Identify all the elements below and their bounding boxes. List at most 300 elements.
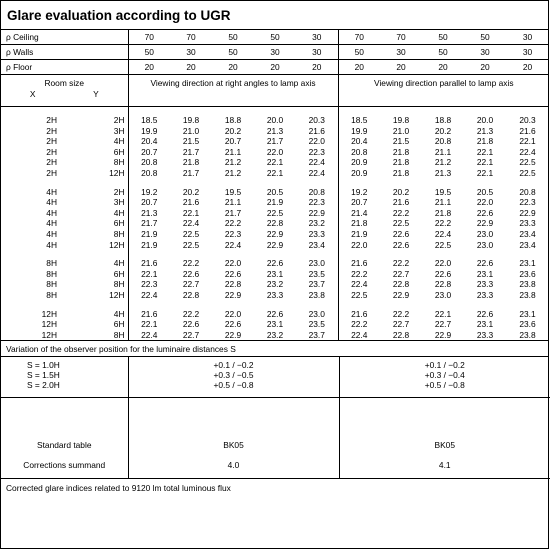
reflectance-value: 70 <box>128 30 170 45</box>
standard-table-row <box>1 398 550 453</box>
ugr-value-right: 21.3 <box>128 208 170 219</box>
corrections-right: 4.0 <box>128 452 339 479</box>
room-y: 8H <box>65 330 128 341</box>
ugr-value-parallel: 20.8 <box>338 147 380 158</box>
spacer-cell <box>128 179 338 187</box>
ugr-value-parallel: 23.1 <box>476 319 494 330</box>
table-row <box>1 240 549 251</box>
ugr-value-right: 22.9 <box>212 330 254 341</box>
ugr-value-parallel: 22.6 <box>392 228 410 239</box>
ugr-value-right: 21.7 <box>224 207 242 218</box>
spacer-cell <box>128 107 338 116</box>
reflectance-value: 20 <box>254 60 296 75</box>
ugr-value-parallel: 21.1 <box>434 146 452 157</box>
room-y: 6H <box>113 146 125 157</box>
ugr-value-parallel: 21.3 <box>476 125 494 136</box>
ugr-value-right: 22.8 <box>182 289 200 300</box>
ugr-value-parallel: 19.8 <box>392 115 410 125</box>
ugr-value-parallel: 23.3 <box>464 330 506 341</box>
ugr-value-right: 22.5 <box>182 239 200 250</box>
variation-line: +0.5 / −0.8 <box>424 380 465 391</box>
room-y: 6H <box>113 319 125 330</box>
ugr-value-parallel: 22.2 <box>338 319 380 330</box>
table-row <box>1 258 549 269</box>
reflectance-value: 70 <box>170 30 212 45</box>
ugr-value-parallel: 20.9 <box>338 157 380 168</box>
ugr-value-right: 22.7 <box>170 330 212 341</box>
ugr-value-right: 22.2 <box>224 218 242 229</box>
room-x: 2H <box>46 125 57 136</box>
corrections-parallel: 4.1 <box>339 452 550 479</box>
ugr-value-right: 23.1 <box>266 319 284 330</box>
reflectance-value: 50 <box>212 30 254 45</box>
reflectance-label: ρ Floor <box>1 60 128 75</box>
ugr-value-right: 23.1 <box>266 268 284 279</box>
reflectance-value: 30 <box>296 30 338 45</box>
table-row <box>1 290 549 301</box>
room-y: 2H <box>113 115 125 125</box>
ugr-value-right: 19.2 <box>128 187 170 198</box>
ugr-value-right: 21.1 <box>224 146 242 157</box>
room-y: 4H <box>113 207 125 218</box>
ugr-value-right: 19.9 <box>128 126 170 137</box>
ugr-value-right: 22.2 <box>182 308 200 319</box>
ugr-value-parallel: 20.2 <box>434 125 452 136</box>
ugr-value-right: 22.9 <box>308 207 325 218</box>
room-y: 8H <box>113 157 125 168</box>
ugr-value-right: 22.2 <box>182 258 200 269</box>
ugr-value-right: 23.2 <box>254 330 296 341</box>
reflectance-value: 20 <box>128 60 170 75</box>
ugr-value-right: 22.0 <box>308 136 325 147</box>
variation-heading: Variation of the observer position for the luminaire distances S <box>1 341 548 357</box>
room-y: 6H <box>113 218 125 229</box>
variation-table <box>1 357 550 397</box>
table-row <box>1 187 549 198</box>
ugr-value-right: 22.3 <box>224 228 242 239</box>
standard-table-right: BK05 <box>128 398 339 453</box>
ugr-value-right: 21.9 <box>266 197 284 208</box>
ugr-value-right: 20.5 <box>266 186 284 197</box>
variation-line: +0.1 / −0.2 <box>424 360 465 371</box>
room-y: 2H <box>113 186 125 197</box>
ugr-value-parallel: 21.6 <box>392 197 410 208</box>
ugr-value-parallel: 22.1 <box>476 157 494 168</box>
ugr-value-parallel: 22.6 <box>476 207 494 218</box>
ugr-value-parallel: 22.1 <box>476 167 494 178</box>
page-title: Glare evaluation according to UGR <box>1 1 548 30</box>
ugr-value-right: 22.1 <box>266 167 284 178</box>
ugr-value-parallel: 22.6 <box>476 258 494 269</box>
spacer-cell <box>128 250 338 258</box>
ugr-value-parallel: 21.8 <box>392 167 410 178</box>
ugr-value-parallel: 21.9 <box>338 229 380 240</box>
ugr-value-right: 20.4 <box>128 136 170 147</box>
footer-note: Corrected glare indices related to 9120 lm total luminous flux <box>6 483 231 494</box>
reflectance-table <box>1 30 549 75</box>
ugr-value-right: 23.2 <box>266 279 284 290</box>
ugr-value-parallel: 20.2 <box>392 186 410 197</box>
ugr-value-parallel: 20.0 <box>476 115 494 125</box>
ugr-value-right: 21.6 <box>182 197 200 208</box>
ugr-value-parallel: 22.2 <box>392 258 410 269</box>
ugr-value-parallel: 21.6 <box>338 258 380 269</box>
ugr-value-right: 21.2 <box>224 157 242 168</box>
ugr-value-parallel: 21.8 <box>434 207 452 218</box>
ugr-value-right: 22.9 <box>266 239 284 250</box>
reflectance-value: 30 <box>254 45 296 60</box>
table-row <box>1 208 549 219</box>
reflectance-value: 30 <box>464 45 506 60</box>
variation-line: +0.3 / −0.4 <box>424 370 465 381</box>
reflectance-row <box>1 30 549 45</box>
ugr-value-right: 22.3 <box>128 279 170 290</box>
room-x: 8H <box>46 268 57 279</box>
table-header <box>1 75 549 107</box>
spacer-cell <box>338 179 549 187</box>
ugr-value-right: 21.6 <box>128 258 170 269</box>
room-x: 8H <box>46 279 57 290</box>
ugr-value-parallel: 21.6 <box>519 125 536 136</box>
table-row <box>1 168 549 179</box>
ugr-value-parallel: 23.4 <box>519 239 536 250</box>
ugr-value-parallel: 20.8 <box>434 136 452 147</box>
ugr-value-parallel: 22.7 <box>392 268 410 279</box>
ugr-value-parallel: 23.0 <box>434 289 452 300</box>
reflectance-value: 30 <box>296 45 338 60</box>
ugr-value-parallel: 22.8 <box>434 279 452 290</box>
reflectance-row <box>1 45 549 60</box>
reflectance-value: 70 <box>380 30 422 45</box>
summary-table <box>1 397 550 479</box>
room-x: 2H <box>46 146 57 157</box>
ugr-value-right: 22.5 <box>266 207 284 218</box>
ugr-value-parallel: 21.0 <box>392 125 410 136</box>
reflectance-value: 50 <box>212 45 254 60</box>
reflectance-value: 50 <box>254 30 296 45</box>
room-x: 12H <box>41 319 57 330</box>
ugr-value-right: 21.8 <box>182 157 200 168</box>
variation-line: +0.1 / −0.2 <box>213 360 254 371</box>
ugr-value-parallel: 20.3 <box>519 115 536 125</box>
ugr-value-parallel: 22.6 <box>392 239 410 250</box>
ugr-value-parallel: 23.1 <box>476 268 494 279</box>
ugr-value-right: 20.0 <box>266 115 284 125</box>
ugr-value-right: 22.1 <box>128 319 170 330</box>
ugr-value-parallel: 22.5 <box>519 167 536 178</box>
reflectance-value: 30 <box>506 45 549 60</box>
room-y: 3H <box>113 197 125 208</box>
ugr-value-right: 21.1 <box>224 197 242 208</box>
ugr-value-right: 22.1 <box>128 269 170 280</box>
ugr-value-right: 22.8 <box>224 279 242 290</box>
room-y: 12H <box>109 239 125 250</box>
ugr-value-parallel: 23.6 <box>519 319 536 330</box>
ugr-value-parallel: 22.4 <box>338 279 380 290</box>
table-row <box>1 330 549 341</box>
ugr-value-right: 21.7 <box>128 218 170 229</box>
ugr-value-right: 21.2 <box>224 167 242 178</box>
room-x: 4H <box>46 239 57 250</box>
ugr-value-right: 20.7 <box>224 136 242 147</box>
y-label: Y <box>93 89 99 99</box>
corrections-row <box>1 452 550 479</box>
ugr-value-parallel: 23.0 <box>476 228 494 239</box>
ugr-value-parallel: 21.3 <box>434 167 452 178</box>
ugr-value-right: 18.5 <box>128 115 170 126</box>
ugr-value-parallel: 22.0 <box>338 240 380 251</box>
ugr-value-right: 23.0 <box>308 308 325 319</box>
ugr-value-right: 23.8 <box>308 289 325 300</box>
ugr-value-parallel: 23.8 <box>519 279 536 290</box>
room-y: 8H <box>113 228 125 239</box>
ugr-value-parallel: 23.1 <box>519 258 536 269</box>
ugr-value-right: 22.1 <box>266 157 284 168</box>
spacer-cell <box>338 301 549 309</box>
reflectance-value: 50 <box>128 45 170 60</box>
variation-line: S = 1.0H <box>27 360 60 371</box>
reflectance-value: 30 <box>506 30 549 45</box>
variation-line: +0.5 / −0.8 <box>213 380 254 391</box>
ugr-value-parallel: 22.9 <box>422 330 464 341</box>
ugr-value-parallel: 23.3 <box>519 218 536 229</box>
ugr-value-parallel: 22.3 <box>519 197 536 208</box>
ugr-value-parallel: 22.0 <box>434 258 452 269</box>
ugr-value-right: 22.4 <box>308 167 325 178</box>
room-x: 4H <box>46 186 57 197</box>
ugr-value-right: 20.7 <box>128 147 170 158</box>
ugr-value-parallel: 21.8 <box>392 157 410 168</box>
variation-parallel <box>339 357 550 397</box>
ugr-value-right: 23.0 <box>308 258 325 269</box>
room-y: 12H <box>109 289 125 300</box>
room-x: 4H <box>46 228 57 239</box>
ugr-value-parallel: 22.1 <box>476 146 494 157</box>
ugr-value-right: 18.8 <box>224 115 242 125</box>
spacer-cell <box>1 250 128 258</box>
standard-table-parallel: BK05 <box>339 398 550 453</box>
ugr-value-parallel: 22.5 <box>519 157 536 168</box>
ugr-value-right: 20.8 <box>128 157 170 168</box>
ugr-value-right: 22.1 <box>182 207 200 218</box>
reflectance-value: 50 <box>422 45 464 60</box>
ugr-value-parallel: 22.9 <box>392 289 410 300</box>
ugr-value-parallel: 22.7 <box>434 319 452 330</box>
ugr-value-right: 22.4 <box>182 218 200 229</box>
ugr-value-parallel: 22.6 <box>476 308 494 319</box>
table-row <box>1 229 549 240</box>
reflectance-value: 20 <box>212 60 254 75</box>
ugr-value-right: 19.5 <box>224 186 242 197</box>
reflectance-row <box>1 60 549 75</box>
ugr-table <box>1 75 549 341</box>
spacer-cell <box>338 250 549 258</box>
ugr-value-parallel: 22.9 <box>519 207 536 218</box>
ugr-value-parallel: 22.2 <box>338 269 380 280</box>
room-size-header: Room size X Y <box>1 75 128 107</box>
spacer-cell <box>338 107 549 116</box>
ugr-value-right: 22.6 <box>182 268 200 279</box>
reflectance-value: 30 <box>170 45 212 60</box>
room-y: 4H <box>113 258 125 269</box>
ugr-value-right: 21.5 <box>182 136 200 147</box>
variation-line: +0.3 / −0.5 <box>213 370 254 381</box>
ugr-value-right: 22.6 <box>224 319 242 330</box>
ugr-value-right: 22.9 <box>224 289 242 300</box>
ugr-value-right: 21.6 <box>308 125 325 136</box>
table-row <box>1 136 549 147</box>
ugr-value-parallel: 22.5 <box>392 218 410 229</box>
table-row <box>1 157 549 168</box>
ugr-value-parallel: 22.5 <box>338 290 380 301</box>
ugr-value-right: 21.7 <box>182 167 200 178</box>
group-spacer <box>1 179 549 187</box>
ugr-value-right: 22.5 <box>182 228 200 239</box>
room-x: 4H <box>46 218 57 229</box>
ugr-value-parallel: 21.5 <box>392 136 410 147</box>
ugr-value-right: 23.2 <box>308 218 325 229</box>
room-x: 4H <box>46 197 57 208</box>
ugr-value-right: 21.9 <box>128 229 170 240</box>
ugr-value-parallel: 19.9 <box>338 126 380 137</box>
room-y: 6H <box>113 268 125 279</box>
ugr-value-right: 21.7 <box>266 136 284 147</box>
variation-right-angles <box>128 357 339 397</box>
ugr-value-parallel: 23.8 <box>519 289 536 300</box>
reflectance-value: 20 <box>422 60 464 75</box>
ugr-value-right: 22.8 <box>266 218 284 229</box>
ugr-value-right: 20.8 <box>128 168 170 179</box>
ugr-value-parallel: 23.6 <box>519 268 536 279</box>
reflectance-value: 50 <box>464 30 506 45</box>
variation-line: S = 2.0H <box>27 380 60 391</box>
ugr-value-parallel: 19.5 <box>434 186 452 197</box>
reflectance-value: 20 <box>296 60 338 75</box>
reflectance-label: ρ Ceiling <box>1 30 128 45</box>
ugr-value-parallel: 22.8 <box>392 279 410 290</box>
ugr-value-right: 20.2 <box>182 186 200 197</box>
table-row <box>1 126 549 137</box>
reflectance-value: 30 <box>380 45 422 60</box>
group-spacer <box>1 301 549 309</box>
ugr-value-parallel: 23.8 <box>506 330 549 341</box>
ugr-value-parallel: 23.0 <box>476 239 494 250</box>
ugr-value-parallel: 22.2 <box>392 308 410 319</box>
spacer-cell <box>1 107 128 116</box>
ugr-value-parallel: 20.9 <box>338 168 380 179</box>
ugr-value-right: 23.4 <box>308 239 325 250</box>
group-spacer <box>1 250 549 258</box>
ugr-value-parallel: 18.5 <box>338 115 380 126</box>
ugr-value-right: 20.7 <box>128 197 170 208</box>
ugr-value-right: 22.6 <box>266 308 284 319</box>
ugr-value-right: 21.6 <box>128 309 170 320</box>
ugr-value-parallel: 22.4 <box>338 330 380 341</box>
table-row <box>1 309 549 320</box>
room-x: 8H <box>46 289 57 300</box>
ugr-value-right: 22.4 <box>128 330 170 341</box>
ugr-value-right: 23.7 <box>296 330 338 341</box>
ugr-value-right: 22.4 <box>224 239 242 250</box>
viewing-direction-right-angles: Viewing direction at right angles to lamp axis <box>128 75 338 107</box>
room-x: 12H <box>41 308 57 319</box>
ugr-value-parallel: 21.4 <box>338 208 380 219</box>
room-x: 2H <box>46 136 57 147</box>
table-row <box>1 269 549 280</box>
ugr-value-parallel: 21.8 <box>338 218 380 229</box>
variation-distances <box>1 357 128 397</box>
ugr-value-parallel: 18.8 <box>434 115 452 125</box>
ugr-value-parallel: 23.3 <box>476 279 494 290</box>
ugr-value-parallel: 23.1 <box>519 308 536 319</box>
ugr-value-right: 20.3 <box>308 115 325 125</box>
ugr-value-parallel: 22.1 <box>519 136 536 147</box>
ugr-value-right: 23.5 <box>308 319 325 330</box>
ugr-value-right: 21.3 <box>266 125 284 136</box>
ugr-value-parallel: 19.2 <box>338 187 380 198</box>
standard-table-label: Standard table <box>37 440 92 451</box>
ugr-value-right: 20.8 <box>308 186 325 197</box>
room-y: 12H <box>109 167 125 178</box>
ugr-value-right: 22.0 <box>266 146 284 157</box>
ugr-value-right: 23.7 <box>308 279 325 290</box>
ugr-value-right: 22.4 <box>128 290 170 301</box>
room-x: 4H <box>46 207 57 218</box>
spacer-cell <box>1 179 128 187</box>
reflectance-value: 20 <box>170 60 212 75</box>
reflectance-value: 20 <box>338 60 380 75</box>
room-x: 2H <box>46 157 57 168</box>
ugr-value-parallel: 22.4 <box>434 228 452 239</box>
x-label: X <box>29 89 36 99</box>
ugr-value-parallel: 22.8 <box>380 330 422 341</box>
ugr-value-parallel: 22.4 <box>519 146 536 157</box>
table-row <box>1 115 549 126</box>
ugr-value-right: 21.7 <box>182 146 200 157</box>
room-x: 12H <box>1 330 65 341</box>
ugr-value-right: 23.3 <box>308 228 325 239</box>
ugr-value-right: 19.8 <box>182 115 200 125</box>
spacer-cell <box>1 301 128 309</box>
ugr-value-parallel: 22.2 <box>392 207 410 218</box>
ugr-value-parallel: 22.7 <box>392 319 410 330</box>
room-x: 2H <box>46 115 57 125</box>
ugr-value-parallel: 21.6 <box>338 309 380 320</box>
ugr-value-right: 22.7 <box>182 279 200 290</box>
ugr-value-right: 20.2 <box>224 125 242 136</box>
room-y: 8H <box>113 279 125 290</box>
ugr-value-right: 22.0 <box>224 308 242 319</box>
room-x: 8H <box>46 258 57 269</box>
variation-line: S = 1.5H <box>27 370 60 381</box>
ugr-value-right: 22.3 <box>308 197 325 208</box>
table-row <box>1 147 549 158</box>
ugr-value-parallel: 23.3 <box>476 289 494 300</box>
table-row <box>1 218 549 229</box>
ugr-value-right: 22.6 <box>266 258 284 269</box>
ugr-value-parallel: 22.2 <box>434 218 452 229</box>
ugr-value-parallel: 21.8 <box>392 146 410 157</box>
table-row <box>1 319 549 330</box>
reflectance-value: 70 <box>338 30 380 45</box>
ugr-value-parallel: 23.4 <box>519 228 536 239</box>
reflectance-value: 20 <box>380 60 422 75</box>
ugr-value-right: 21.0 <box>182 125 200 136</box>
ugr-value-parallel: 22.5 <box>434 239 452 250</box>
ugr-value-right: 22.6 <box>224 268 242 279</box>
spacer-cell <box>128 301 338 309</box>
ugr-value-parallel: 20.8 <box>519 186 536 197</box>
